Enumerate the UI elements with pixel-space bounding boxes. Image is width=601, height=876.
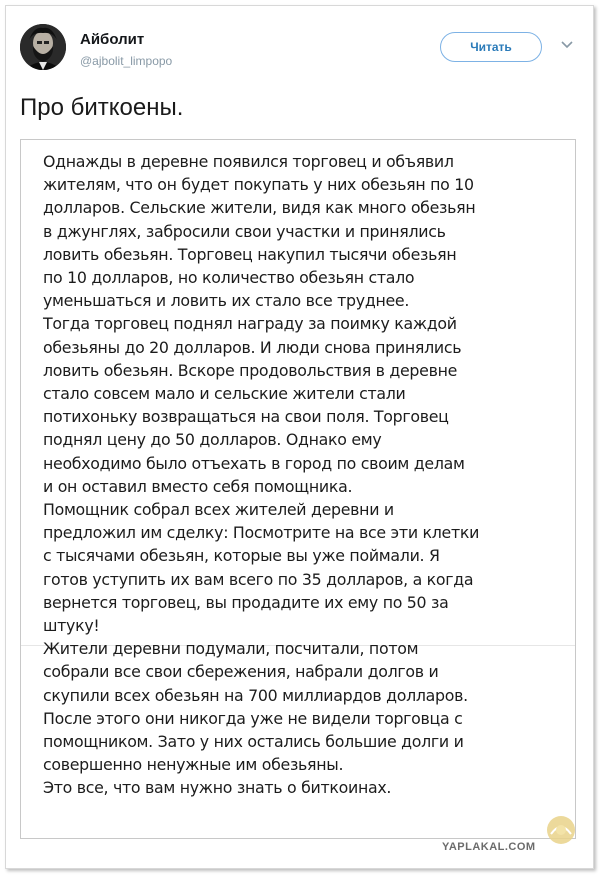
body-line: обезьяны до 20 долларов. И люди снова принялись — [43, 337, 462, 357]
body-line: в джунглях, забросили свои участки и принялись — [43, 221, 446, 241]
yaplakal-logo-icon — [544, 814, 578, 846]
body-line: собрали все свои сбережения, набрали долгов и — [43, 662, 439, 682]
body-line: Жители деревни подумали, посчитали, потом — [43, 639, 419, 659]
body-line: жителям, что он будет покупать у них обезьян по 10 — [43, 175, 474, 195]
body-line: готов уступить их вам всего по 35 долларов, а когда — [43, 569, 474, 589]
body-line: предложил им сделку: Посмотрите на все эти клетки — [43, 523, 480, 543]
body-line: ловить обезьян. Вскоре продовольствия в деревне — [43, 360, 458, 380]
body-line: совершенно ненужные им обезьяны. — [43, 755, 344, 775]
body-line: Тогда торговец поднял награду за поимку каждой — [43, 314, 457, 334]
follow-button[interactable]: Читать — [440, 32, 542, 62]
body-line: После этого они никогда уже не видели торговца с — [43, 708, 463, 728]
body-line: потихоньку возвращаться на свои поля. Торговец — [43, 407, 449, 427]
body-line: помощником. Зато у них остались большие долги и — [43, 732, 464, 752]
author-name[interactable]: Айболит — [80, 31, 145, 48]
body-line: стало совсем мало и сельские жители стали — [43, 384, 406, 404]
body-line: Помощник собрал всех жителей деревни и — [43, 500, 394, 520]
avatar-portrait-icon — [20, 24, 66, 70]
tweet-title: Про биткоены. — [20, 94, 184, 121]
tweet-header — [20, 24, 580, 84]
body-line: долларов. Сельские жители, видя как много обезьян — [43, 198, 476, 218]
body-line: Это все, что вам нужно знать о биткоинах. — [43, 778, 392, 798]
body-line: скупили всех обезьян на 700 миллиардов долларов. — [43, 685, 468, 705]
body-line: штуку! — [43, 616, 100, 636]
body-line: ловить обезьян. Торговец накупил тысячи обезьян — [43, 244, 457, 264]
body-line: вернется торговец, вы продадите их ему по 50 за — [43, 592, 449, 612]
chevron-down-icon[interactable] — [560, 38, 574, 52]
watermark: YAPLAKAL.COM — [442, 841, 536, 853]
body-line: необходимо было отъехать в город по своим делам — [43, 453, 465, 473]
body-line: поднял цену до 50 долларов. Однако ему — [43, 430, 382, 450]
author-handle[interactable]: @ajbolit_limpopo — [80, 54, 173, 68]
body-line: с тысячами обезьян, которые вы уже поймали. Я — [43, 546, 440, 566]
tweet-body-text — [43, 150, 563, 800]
tweet-image-card[interactable] — [20, 139, 576, 839]
body-line: Однажды в деревне появился торговец и объявил — [43, 152, 454, 171]
body-line: уменьшаться и ловить их стало все труднее. — [43, 291, 410, 311]
avatar[interactable] — [20, 24, 66, 70]
body-line: и он оставил вместо себя помощника. — [43, 476, 353, 496]
body-line: по 10 долларов, но количество обезьян стало — [43, 268, 415, 288]
